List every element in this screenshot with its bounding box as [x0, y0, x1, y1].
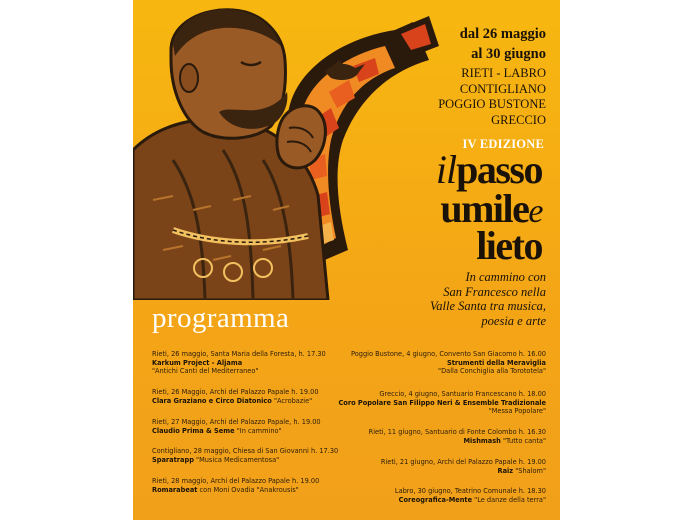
title-il: il: [435, 147, 457, 192]
location-item: CONTIGLIANO: [459, 81, 546, 96]
location-item: GRECCIO: [491, 112, 546, 127]
event-performer: Coreografica-Mente: [398, 495, 473, 504]
event-subtitle: "Antichi Canti del Mediterraneo": [152, 367, 259, 376]
event-when-where: Rieti, 27 Maggio, Archi del Palazzo Papale, h. 19.00: [152, 418, 321, 426]
event-performer: Sparatrapp: [152, 455, 194, 464]
title-line-3: lieto: [476, 223, 542, 268]
event-when-where: Rieti, 21 giugno, Archi del Palazzo Papale h. 19.00: [380, 458, 546, 466]
event-when-where: Greccio, 4 giugno, Santuario Francescano h. 18.00: [379, 390, 546, 398]
event-performer: Raiz: [497, 466, 514, 475]
event-item: [152, 350, 326, 376]
title-e: e: [528, 193, 542, 230]
edition-label: IV EDIZIONE: [462, 137, 544, 151]
event-when-where: Rieti, 28 maggio, Archi del Palazzo Papale h. 19.00: [152, 477, 320, 485]
event-when-where: Labro, 30 giugno, Teatrino Comunale h. 18.30: [394, 487, 546, 495]
subtitle-line: In cammino con: [465, 270, 546, 284]
date-range: [460, 24, 546, 64]
event-item: [369, 428, 546, 445]
locations-list: [438, 66, 546, 128]
subtitle: [346, 270, 546, 328]
event-title: "Acrobazie": [273, 396, 313, 405]
event-title: "Musica Medicamentosa": [196, 455, 280, 464]
subtitle-line: Valle Santa tra musica,: [430, 299, 546, 313]
event-performer: Clara Graziano e Circo Diatonico: [152, 396, 272, 405]
date-end: al 30 giugno: [471, 46, 546, 62]
event-poster: [133, 0, 560, 520]
event-subtitle: "Messa Popolare": [488, 407, 546, 416]
title-passo: passo: [456, 147, 542, 192]
subtitle-line: San Francesco nella: [443, 284, 546, 299]
event-when-where: Poggio Bustone, 4 giugno, Convento San Giacomo h. 16.00: [351, 350, 546, 358]
event-performer: Claudio Prima & Seme: [152, 426, 235, 435]
event-item: [152, 447, 338, 464]
friar-head: [171, 9, 287, 138]
date-start: dal 26 maggio: [459, 26, 546, 42]
event-when-where: Contigliano, 28 maggio, Chiesa di San Giovanni h. 17.30: [152, 447, 339, 455]
event-item: [152, 418, 321, 435]
event-item: [381, 458, 546, 475]
event-title: con Moni Ovadia "Anakrousis": [199, 485, 299, 494]
event-item: [152, 477, 319, 494]
title-umile: umile: [440, 186, 529, 231]
event-item: [338, 390, 546, 416]
event-item: [152, 388, 319, 405]
event-title: "Le danze della terra": [474, 495, 546, 504]
location-item: RIETI - LABRO: [461, 66, 546, 80]
event-when-where: Rieti, 26 maggio, Santa Maria della Foresta, h. 17.30: [152, 350, 326, 358]
title-line-1: [435, 147, 542, 192]
event-when-where: Rieti, 11 giugno, Santuario di Fonte Colombo h. 16.30: [368, 428, 546, 436]
event-title: "In cammino": [236, 426, 282, 435]
subtitle-line: poesia e arte: [481, 313, 546, 328]
event-item: [395, 487, 546, 504]
event-subtitle: "Dalla Conchiglia alla Torototela": [438, 367, 546, 376]
event-performer: Karkum Project - Aljama: [152, 358, 243, 367]
event-performer: Coro Popolare San Filippo Neri & Ensemble Tradizionale: [338, 398, 546, 407]
location-item: POGGIO BUSTONE: [438, 97, 546, 111]
event-performer: Romarabeat: [152, 485, 198, 494]
event-item: [351, 350, 546, 376]
event-when-where: Rieti, 26 Maggio, Archi del Palazzo Papale h. 19.00: [152, 388, 319, 396]
event-performer: Strumenti della Meraviglia: [446, 358, 546, 367]
event-performer: Mishmash: [463, 436, 501, 445]
event-title: "Tutto canta": [502, 436, 546, 445]
event-title: "Shalom": [515, 466, 546, 475]
programma-heading: programma: [152, 302, 290, 334]
